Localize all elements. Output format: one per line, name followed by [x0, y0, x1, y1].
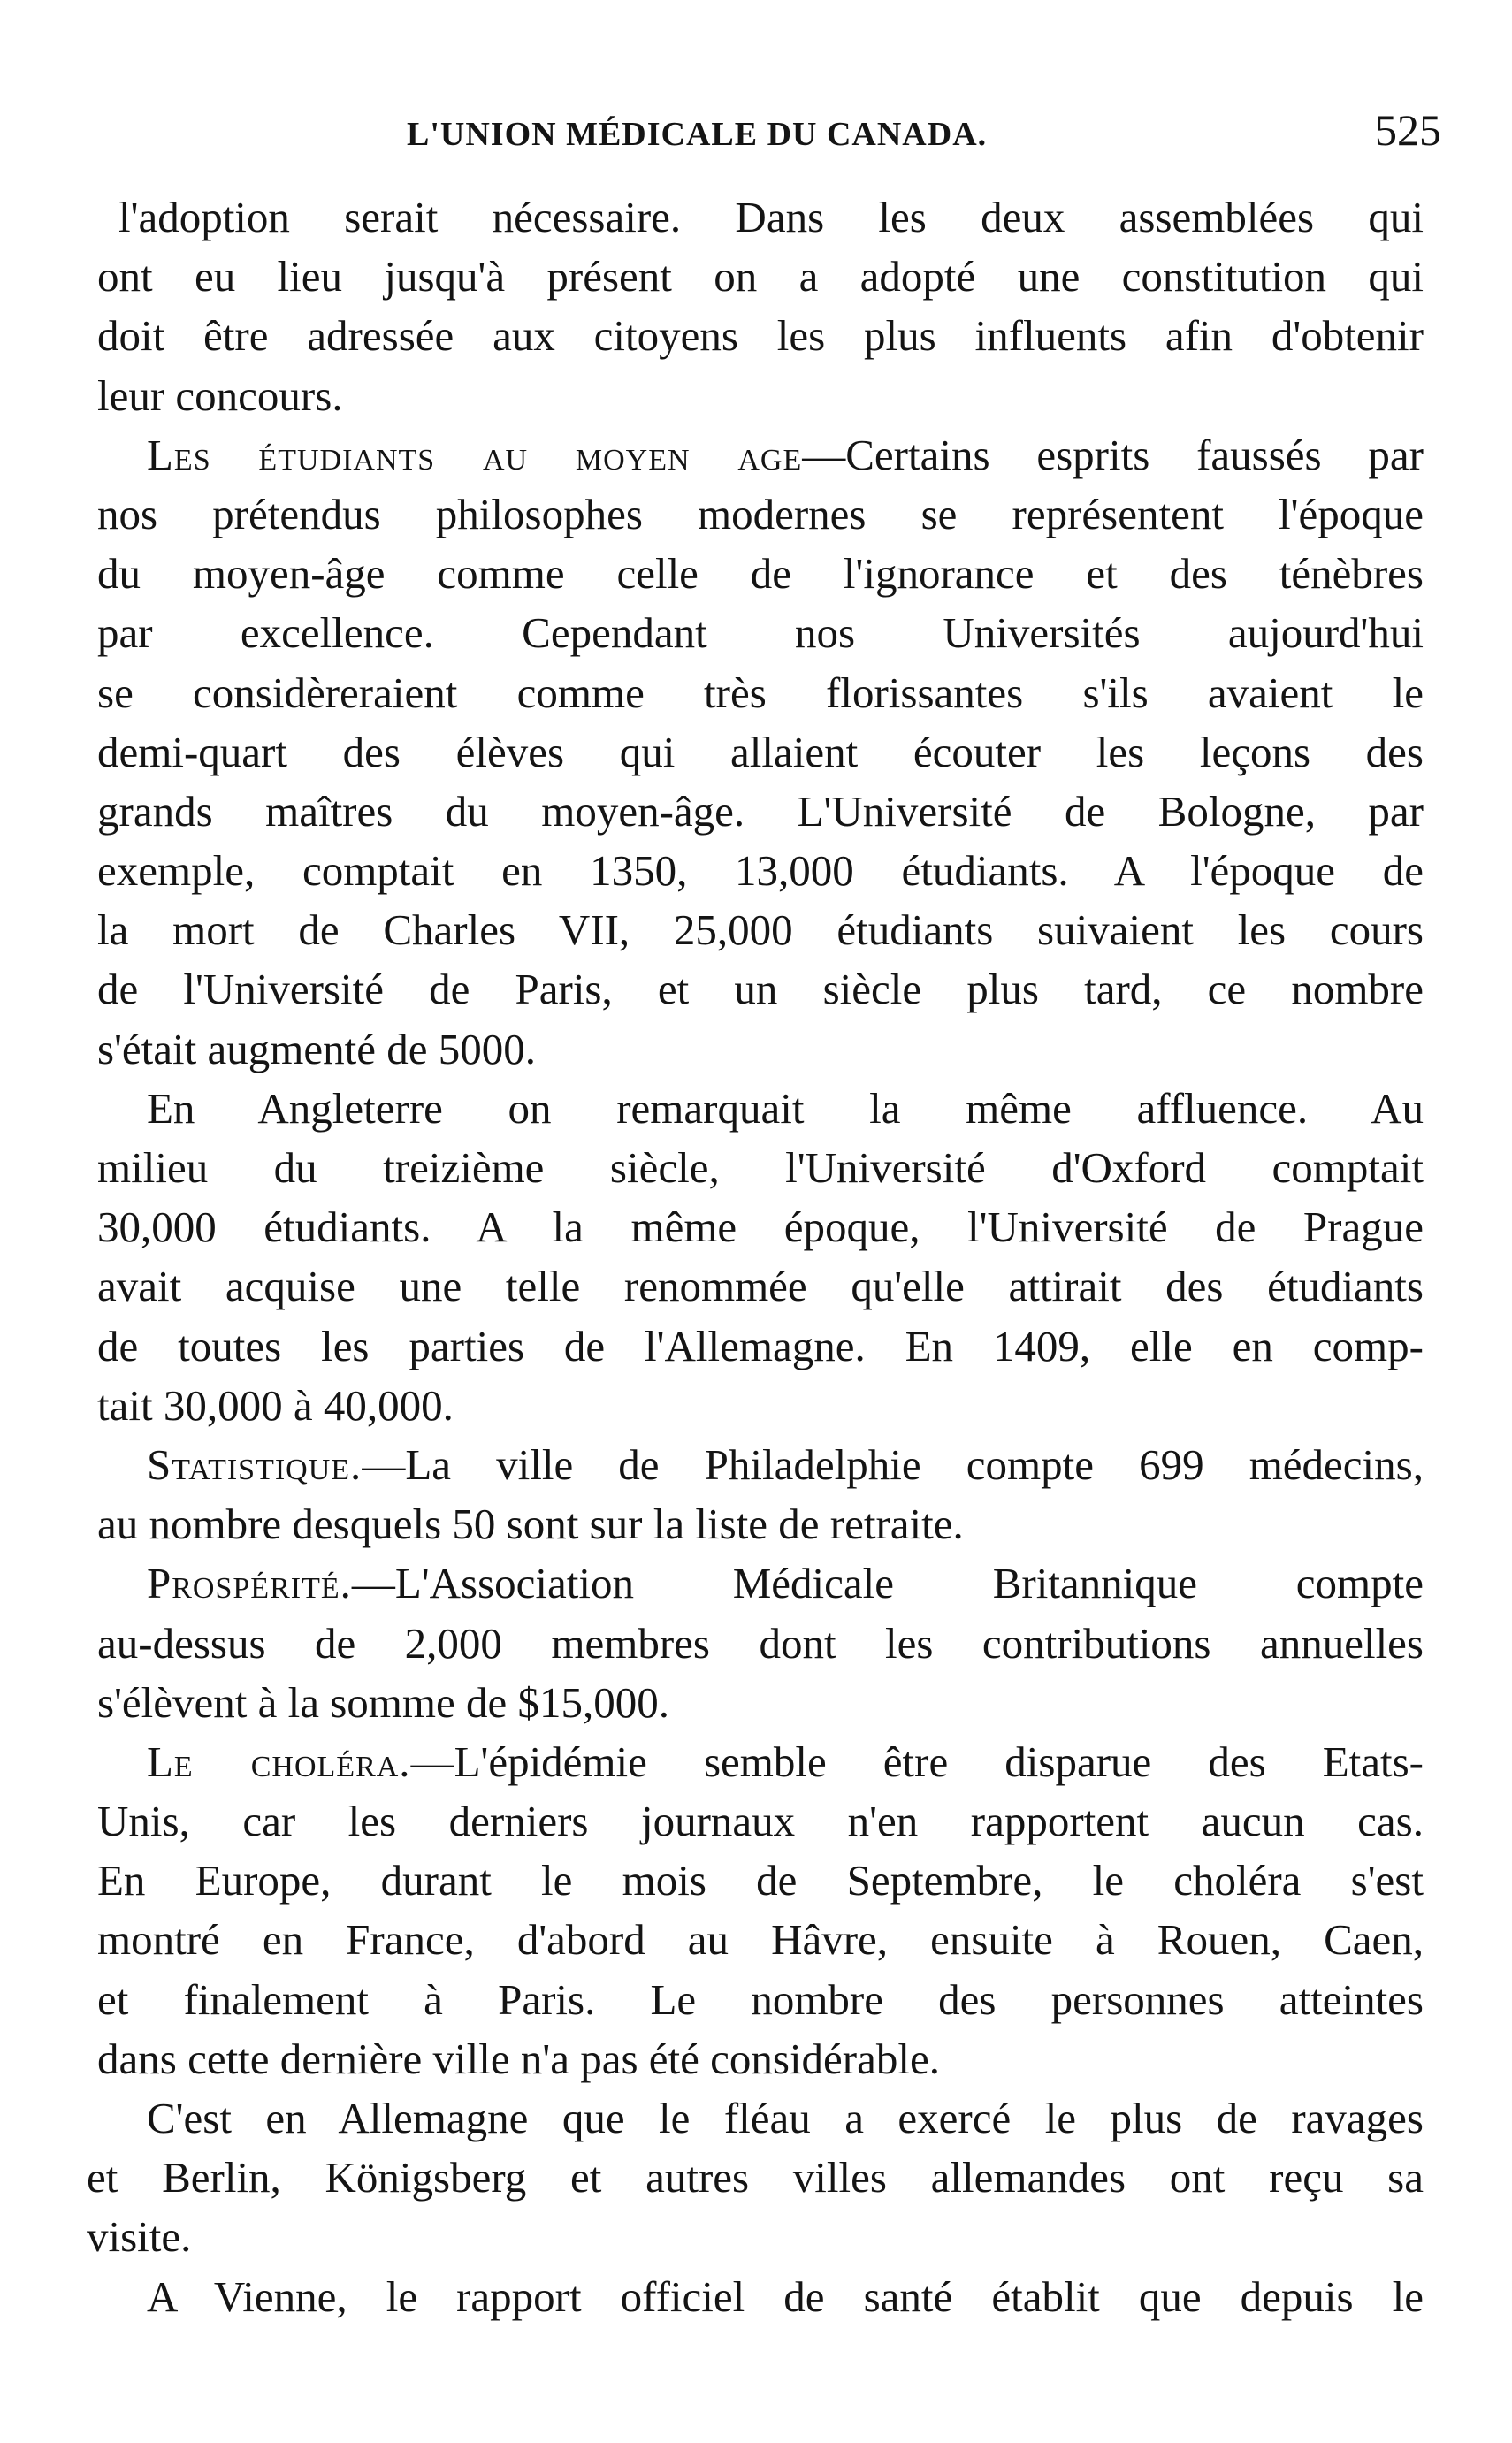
text-line: nos prétendus philosophes modernes se représentent l'époque	[97, 489, 1424, 538]
text-line: En Europe, durant le mois de Septembre, le choléra s'est	[97, 1856, 1424, 1905]
text-line: l'adoption serait nécessaire. Dans les deux assemblées qui	[118, 193, 1424, 241]
text-line: montré en France, d'abord au Hâvre, ensuite à Rouen, Caen,	[97, 1915, 1424, 1965]
text-line: Le choléra.—L'épidémie semble être disparue des Etats-	[147, 1737, 1424, 1786]
text-line: Prospérité.—L'Association Médicale Britannique compte	[147, 1559, 1424, 1608]
text-line: grands maîtres du moyen-âge. L'Université de Bologne, par	[97, 786, 1424, 836]
text-line: En Angleterre on remarquait la même affluence. Au	[147, 1083, 1424, 1133]
section-heading: Le choléra.	[147, 1737, 411, 1786]
text-line: s'élèvent à la somme de $15,000.	[97, 1677, 670, 1727]
text-line: s'était augmenté de 5000.	[97, 1024, 536, 1073]
text-line: doit être adressée aux citoyens les plus influents afin d'obtenir	[97, 311, 1424, 361]
text-line: tait 30,000 à 40,000.	[97, 1380, 454, 1430]
text-line: de toutes les parties de l'Allemagne. En 1409, elle en comp-	[97, 1321, 1424, 1370]
text-line: au nombre desquels 50 sont sur la liste de retraite.	[97, 1500, 964, 1549]
text-line: Unis, car les derniers journaux n'en rapportent aucun cas.	[97, 1797, 1424, 1846]
text-line: ont eu lieu jusqu'à présent on a adopté une constitution qui	[97, 252, 1424, 302]
text-line: et finalement à Paris. Le nombre des personnes atteintes	[97, 1974, 1424, 2024]
running-title: L'UNION MÉDICALE DU CANADA.	[407, 116, 988, 153]
text-line: visite.	[87, 2212, 192, 2262]
text-line: et Berlin, Königsberg et autres villes allemandes ont reçu sa	[87, 2153, 1424, 2203]
text-line: Statistique.—La ville de Philadelphie compte 699 médecins,	[147, 1439, 1424, 1489]
text-line: milieu du treizième siècle, l'Université d'Oxford comptait	[97, 1143, 1424, 1192]
text-line: A Vienne, le rapport officiel de santé établit que depuis le	[147, 2271, 1424, 2321]
text-line: du moyen-âge comme celle de l'ignorance et des ténèbres	[97, 549, 1424, 599]
text-line: dans cette dernière ville n'a pas été considérable.	[97, 2034, 940, 2083]
text-line: 30,000 étudiants. A la même époque, l'Université de Prague	[97, 1202, 1424, 1252]
text-line: avait acquise une telle renommée qu'elle attirait des étudiants	[97, 1262, 1424, 1311]
text-line: la mort de Charles VII, 25,000 étudiants suivaient les cours	[97, 905, 1424, 955]
page-header	[97, 104, 1441, 166]
text-line: C'est en Allemagne que le fléau a exercé le plus de ravages	[147, 2094, 1424, 2142]
text-line: Les étudiants au moyen age—Certains esprits faussés par	[147, 430, 1424, 479]
text-line: se considèreraient comme très florissantes s'ils avaient le	[97, 668, 1424, 717]
page-number: 525	[1375, 105, 1441, 155]
text-line: au-dessus de 2,000 membres dont les contributions annuelles	[97, 1618, 1424, 1668]
section-heading: Statistique.	[147, 1439, 363, 1489]
text-line: par excellence. Cependant nos Universités aujourd'hui	[97, 608, 1424, 658]
body-text	[87, 187, 1424, 2326]
text-line: exemple, comptait en 1350, 13,000 étudiants. A l'époque de	[97, 846, 1424, 896]
section-heading: Les étudiants au moyen age	[147, 430, 803, 479]
text-line: demi-quart des élèves qui allaient écouter les leçons des	[97, 727, 1424, 776]
text-line: leur concours.	[97, 370, 343, 420]
section-heading: Prospérité.	[147, 1559, 352, 1608]
text-line: de l'Université de Paris, et un siècle plus tard, ce nombre	[97, 965, 1424, 1014]
